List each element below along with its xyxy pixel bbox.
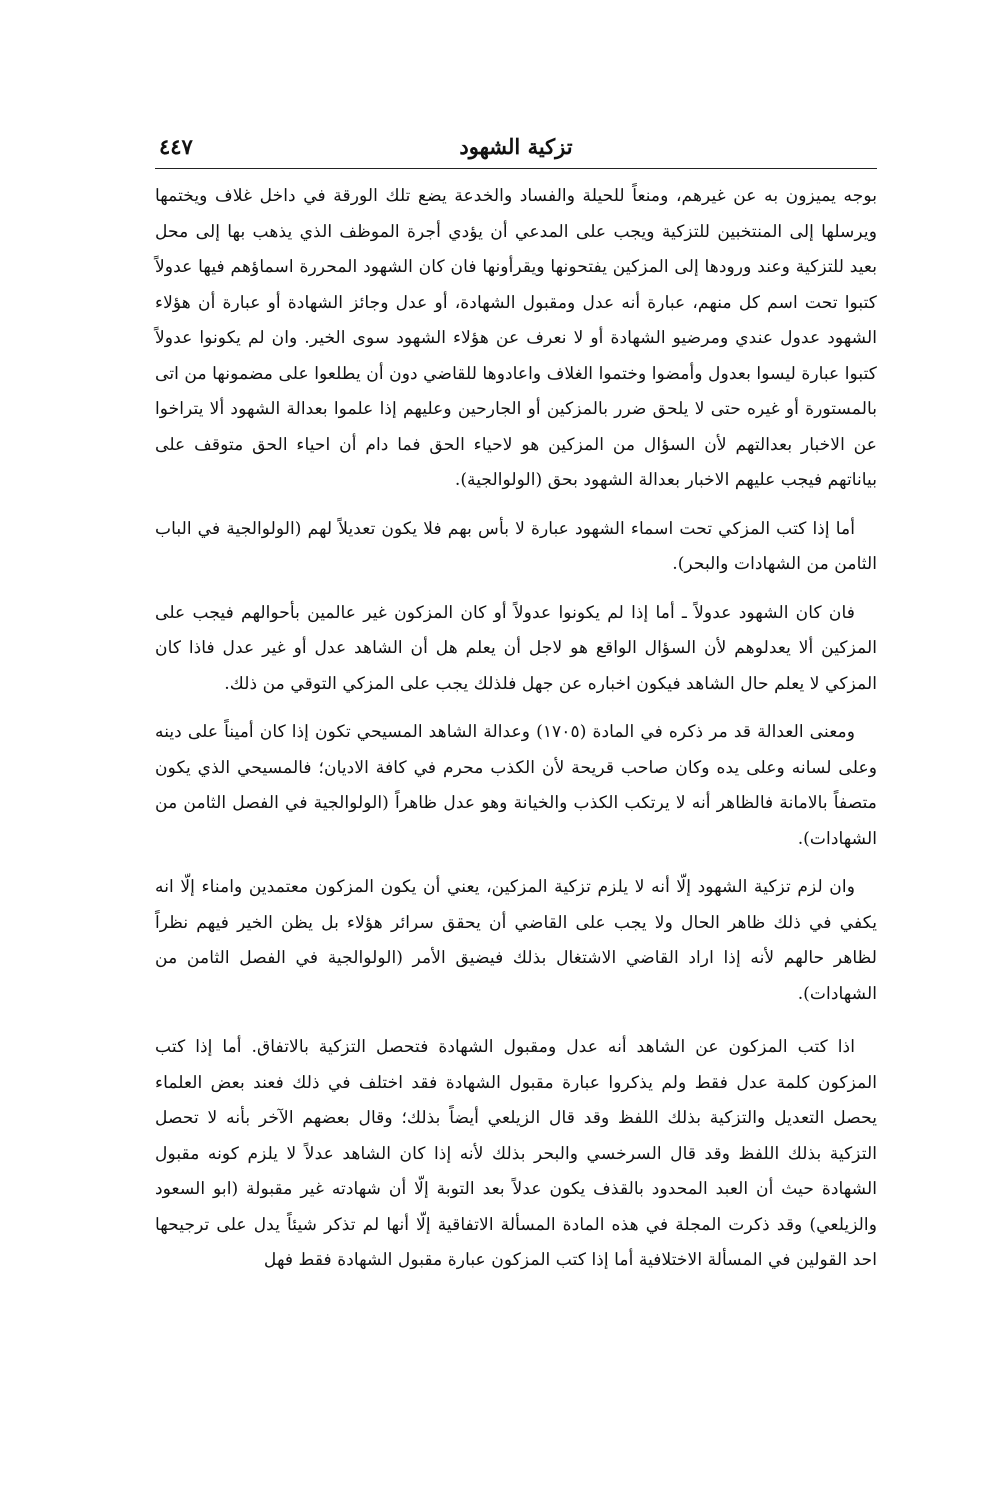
paragraph-1: بوجه يميزون به عن غيرهم، ومنعاً للحيلة والفساد والخدعة يضع تلك الورقة في داخل غلاف ويختمها ويرسلها إلى المنتخبين للتزكية ويجب على المدعي أن يؤدي أجرة الموظف الذي يذهب بها إلى محل بعيد للتزكية وعند ورودها إلى المزكين يفتحونها ويقرأونها فان كان الشهود المحررة اسماؤهم فيها عدولاً كتبوا تحت اسم كل منهم، عبارة أنه عدل ومقبول الشهادة، أو عدل وجائز الشهادة أو عبارة أن هؤلاء الشهود عدول عندي ومرضيو الشهادة أو لا نعرف عن هؤلاء الشهود سوى الخير. وان لم يكونوا عدولاً كتبوا عبارة ليسوا بعدول وأمضوا وختموا الغلاف واعادوها للقاضي دون أن يطلعوا على مضمونها من اتى بالمستورة أو غيره حتى لا يلحق ضرر بالمزكين أو الجارحين وعليهم إذا علموا بعدالة الشهود ألا يتراخوا عن الاخبار بعدالتهم لأن السؤال من المزكين هو لاحياء الحق فما دام أن احياء الحق متوقف على بياناتهم فيجب عليهم الاخبار بعدالة الشهود بحق (الولوالجية). <box>155 186 877 490</box>
body-text <box>155 179 877 1279</box>
paragraph-4: ومعنى العدالة قد مر ذكره في المادة (١٧٠٥) وعدالة الشاهد المسيحي تكون إذا كان أميناً على دينه وعلى لسانه وعلى يده وكان صاحب قريحة لأن الكذب محرم في كافة الاديان؛ فالمسيحي الذي يكون متصفاً بالامانة فالظاهر أنه لا يرتكب الكذب والخيانة وهو عدل ظاهراً (الولوالجية في الفصل الثامن من الشهادات). <box>155 722 877 849</box>
paragraph-3: فان كان الشهود عدولاً ـ أما إذا لم يكونوا عدولاً أو كان المزكون غير عالمين بأحوالهم فيجب على المزكين ألا يعدلوهم لأن السؤال الواقع هو لاجل أن يعلم هل أن الشاهد عدل أو غير عدل فاذا كان المزكي لا يعلم حال الشاهد فيكون اخباره عن جهل فلذلك يجب على المزكي التوقي من ذلك. <box>155 602 877 694</box>
page-number: ٤٤٧ <box>159 134 193 159</box>
paragraph-5: وان لزم تزكية الشهود إلّا أنه لا يلزم تزكية المزكين، يعني أن يكون المزكون معتمدين وامناء إلّا انه يكفي في ذلك ظاهر الحال ولا يجب على القاضي أن يحقق سرائر هؤلاء بل يظن الخير فيهم نظراً لظاهر حالهم لأنه إذا اراد القاضي الاشتغال بذلك فيضيق الأمر (الولوالجية في الفصل الثامن من الشهادات). <box>155 877 877 1004</box>
running-header <box>155 128 877 169</box>
paragraph-2: أما إذا كتب المزكي تحت اسماء الشهود عبارة لا بأس بهم فلا يكون تعديلاً لهم (الولوالجية في الباب الثامن من الشهادات والبحر). <box>155 518 877 574</box>
book-page <box>155 128 877 1279</box>
paragraph-6: اذا كتب المزكون عن الشاهد أنه عدل ومقبول الشهادة فتحصل التزكية بالاتفاق. أما إذا كتب المزكون كلمة عدل فقط ولم يذكروا عبارة مقبول الشهادة فقد اختلف في ذلك فعند بعض العلماء يحصل التعديل والتزكية بذلك اللفظ وقد قال الزيلعي أيضاً بذلك؛ وقال بعضهم الآخر بأنه لا تحصل التزكية بذلك اللفظ وقد قال السرخسي والبحر بذلك لأنه إذا كان الشاهد عدلاً لا يلزم كونه مقبول الشهادة حيث أن العبد المحدود بالقذف يكون عدلاً بعد التوبة إلّا أن شهادته غير مقبولة (ابو السعود والزيلعي) وقد ذكرت المجلة في هذه المادة المسألة الاتفاقية إلّا أنها لم تذكر شيئاً يدل على ترجيحها احد القولين في المسألة الاختلافية أما إذا كتب المزكون عبارة مقبول الشهادة فقط فهل <box>155 1037 877 1270</box>
chapter-title: تزكية الشهود <box>459 134 573 159</box>
